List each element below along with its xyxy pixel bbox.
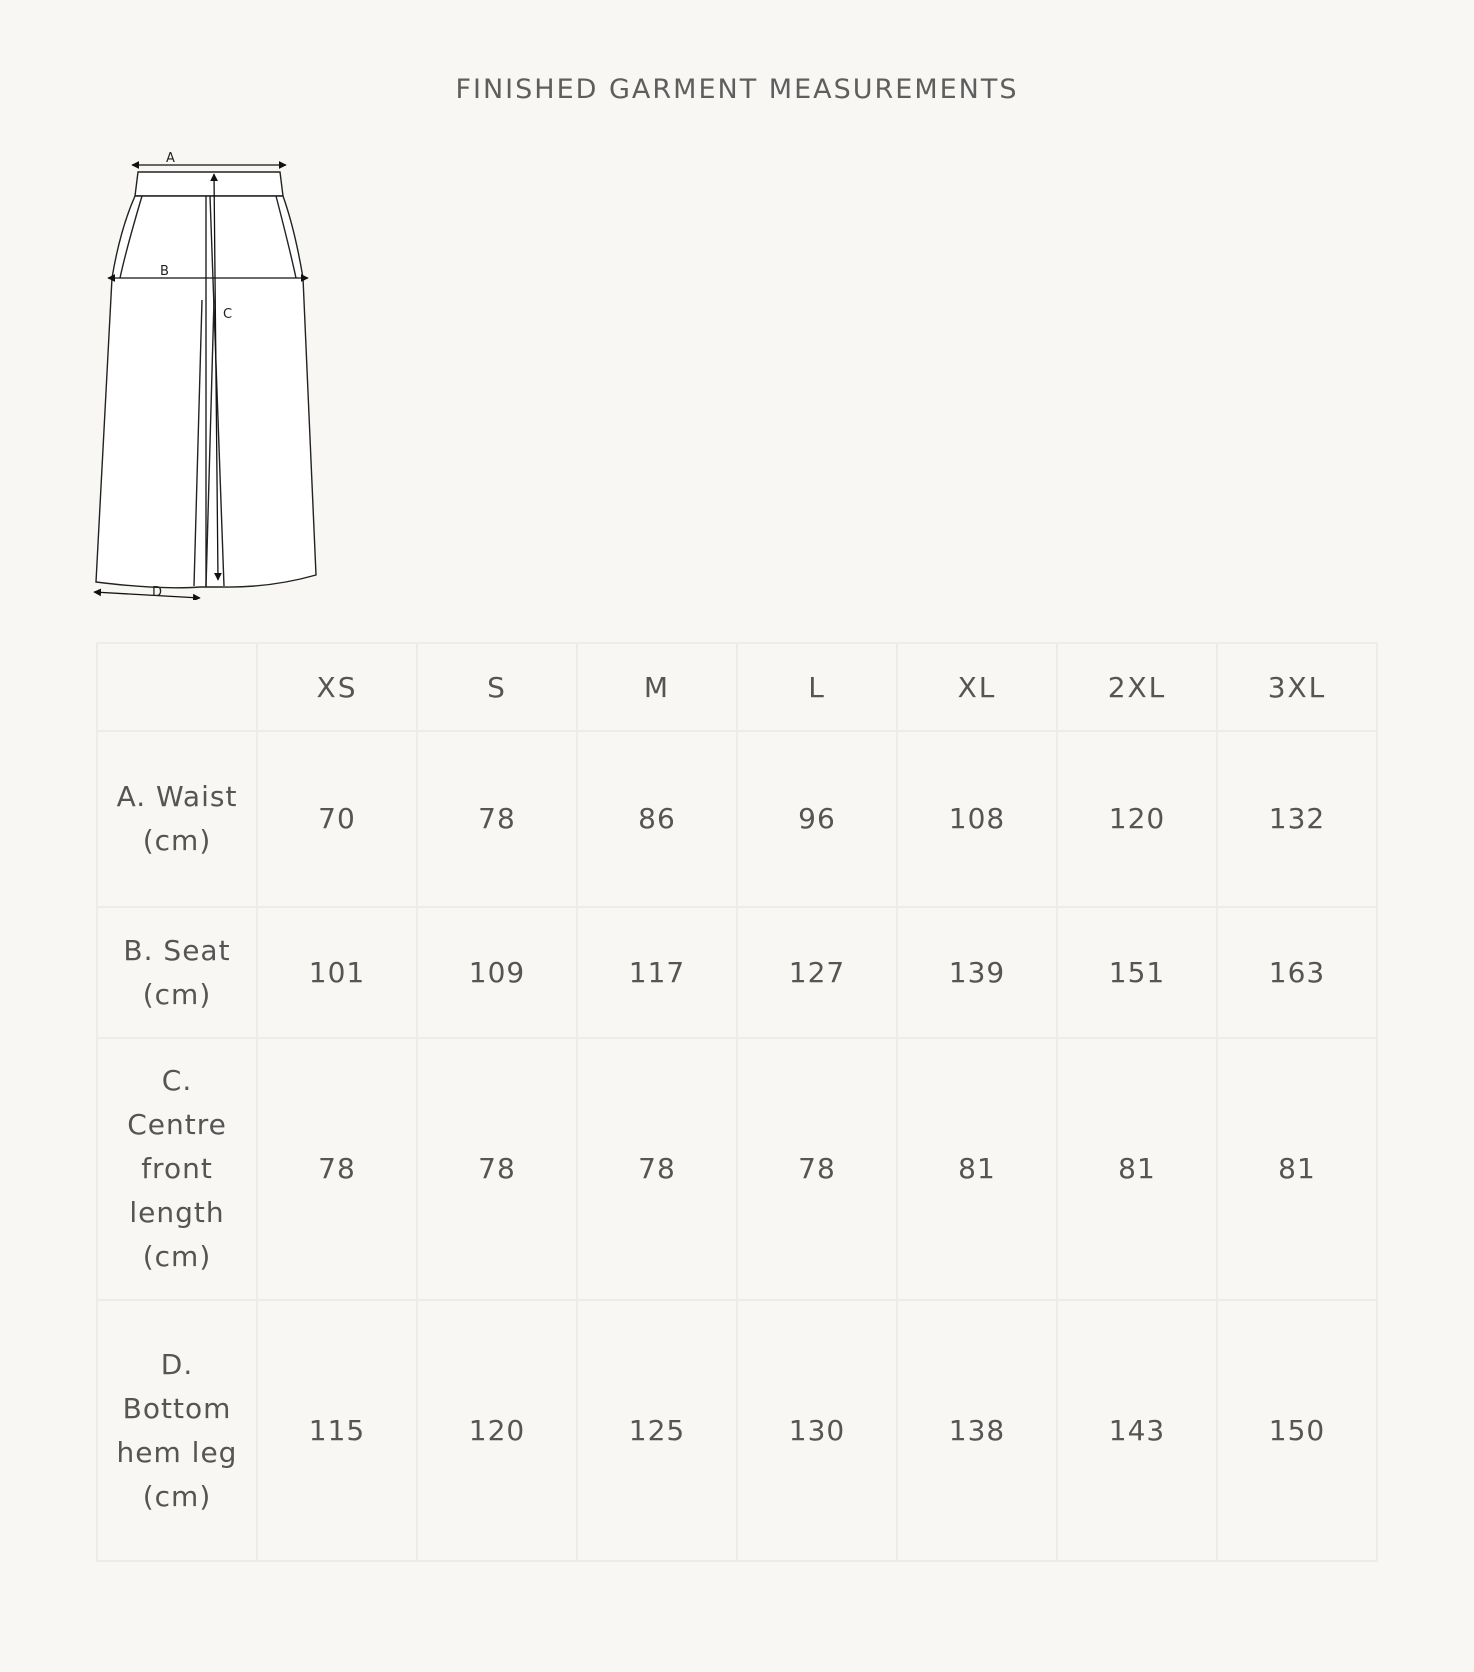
table-cell: 70 xyxy=(257,731,417,907)
garment-diagram xyxy=(90,150,330,600)
table-cell: 96 xyxy=(737,731,897,907)
table-cell: 78 xyxy=(417,1038,577,1300)
row-label: B. Seat (cm) xyxy=(97,907,257,1038)
table-cell: 81 xyxy=(897,1038,1057,1300)
size-header: XS xyxy=(257,643,417,731)
size-header: XL xyxy=(897,643,1057,731)
size-header: 2XL xyxy=(1057,643,1217,731)
table-cell: 151 xyxy=(1057,907,1217,1038)
table-cell: 138 xyxy=(897,1300,1057,1561)
page-title: FINISHED GARMENT MEASUREMENTS xyxy=(455,74,1019,105)
row-label: C. Centre front length (cm) xyxy=(97,1038,257,1300)
table-cell: 163 xyxy=(1217,907,1377,1038)
label-b: B xyxy=(160,264,169,279)
table-cell: 139 xyxy=(897,907,1057,1038)
table-header-row xyxy=(97,643,1377,731)
table-cell: 81 xyxy=(1057,1038,1217,1300)
table-cell: 81 xyxy=(1217,1038,1377,1300)
size-header: S xyxy=(417,643,577,731)
table-cell: 120 xyxy=(417,1300,577,1561)
table-cell: 78 xyxy=(417,731,577,907)
table-cell: 78 xyxy=(577,1038,737,1300)
measure-line-d xyxy=(94,592,200,598)
table-cell: 125 xyxy=(577,1300,737,1561)
row-label: A. Waist (cm) xyxy=(97,731,257,907)
table-cell: 109 xyxy=(417,907,577,1038)
table-cell: 108 xyxy=(897,731,1057,907)
culottes-technical-drawing xyxy=(90,150,330,600)
table-row xyxy=(97,1038,1377,1300)
table-cell: 150 xyxy=(1217,1300,1377,1561)
table-cell: 117 xyxy=(577,907,737,1038)
measurements-table xyxy=(96,642,1378,1562)
table-cell: 127 xyxy=(737,907,897,1038)
label-d: D xyxy=(152,585,163,600)
table-cell: 120 xyxy=(1057,731,1217,907)
size-header: 3XL xyxy=(1217,643,1377,731)
table-cell: 130 xyxy=(737,1300,897,1561)
label-c: C xyxy=(223,307,233,322)
size-header: L xyxy=(737,643,897,731)
table-cell: 143 xyxy=(1057,1300,1217,1561)
table-cell: 132 xyxy=(1217,731,1377,907)
table-row xyxy=(97,907,1377,1038)
table-cell: 115 xyxy=(257,1300,417,1561)
measurements-table-container xyxy=(96,642,1376,1562)
table-cell: 101 xyxy=(257,907,417,1038)
table-row xyxy=(97,1300,1377,1561)
size-header: M xyxy=(577,643,737,731)
table-cell: 78 xyxy=(737,1038,897,1300)
table-corner-cell xyxy=(97,643,257,731)
table-cell: 86 xyxy=(577,731,737,907)
garment-outline xyxy=(96,172,316,588)
table-row xyxy=(97,731,1377,907)
label-a: A xyxy=(166,151,175,166)
row-label: D. Bottom hem leg (cm) xyxy=(97,1300,257,1561)
table-cell: 78 xyxy=(257,1038,417,1300)
